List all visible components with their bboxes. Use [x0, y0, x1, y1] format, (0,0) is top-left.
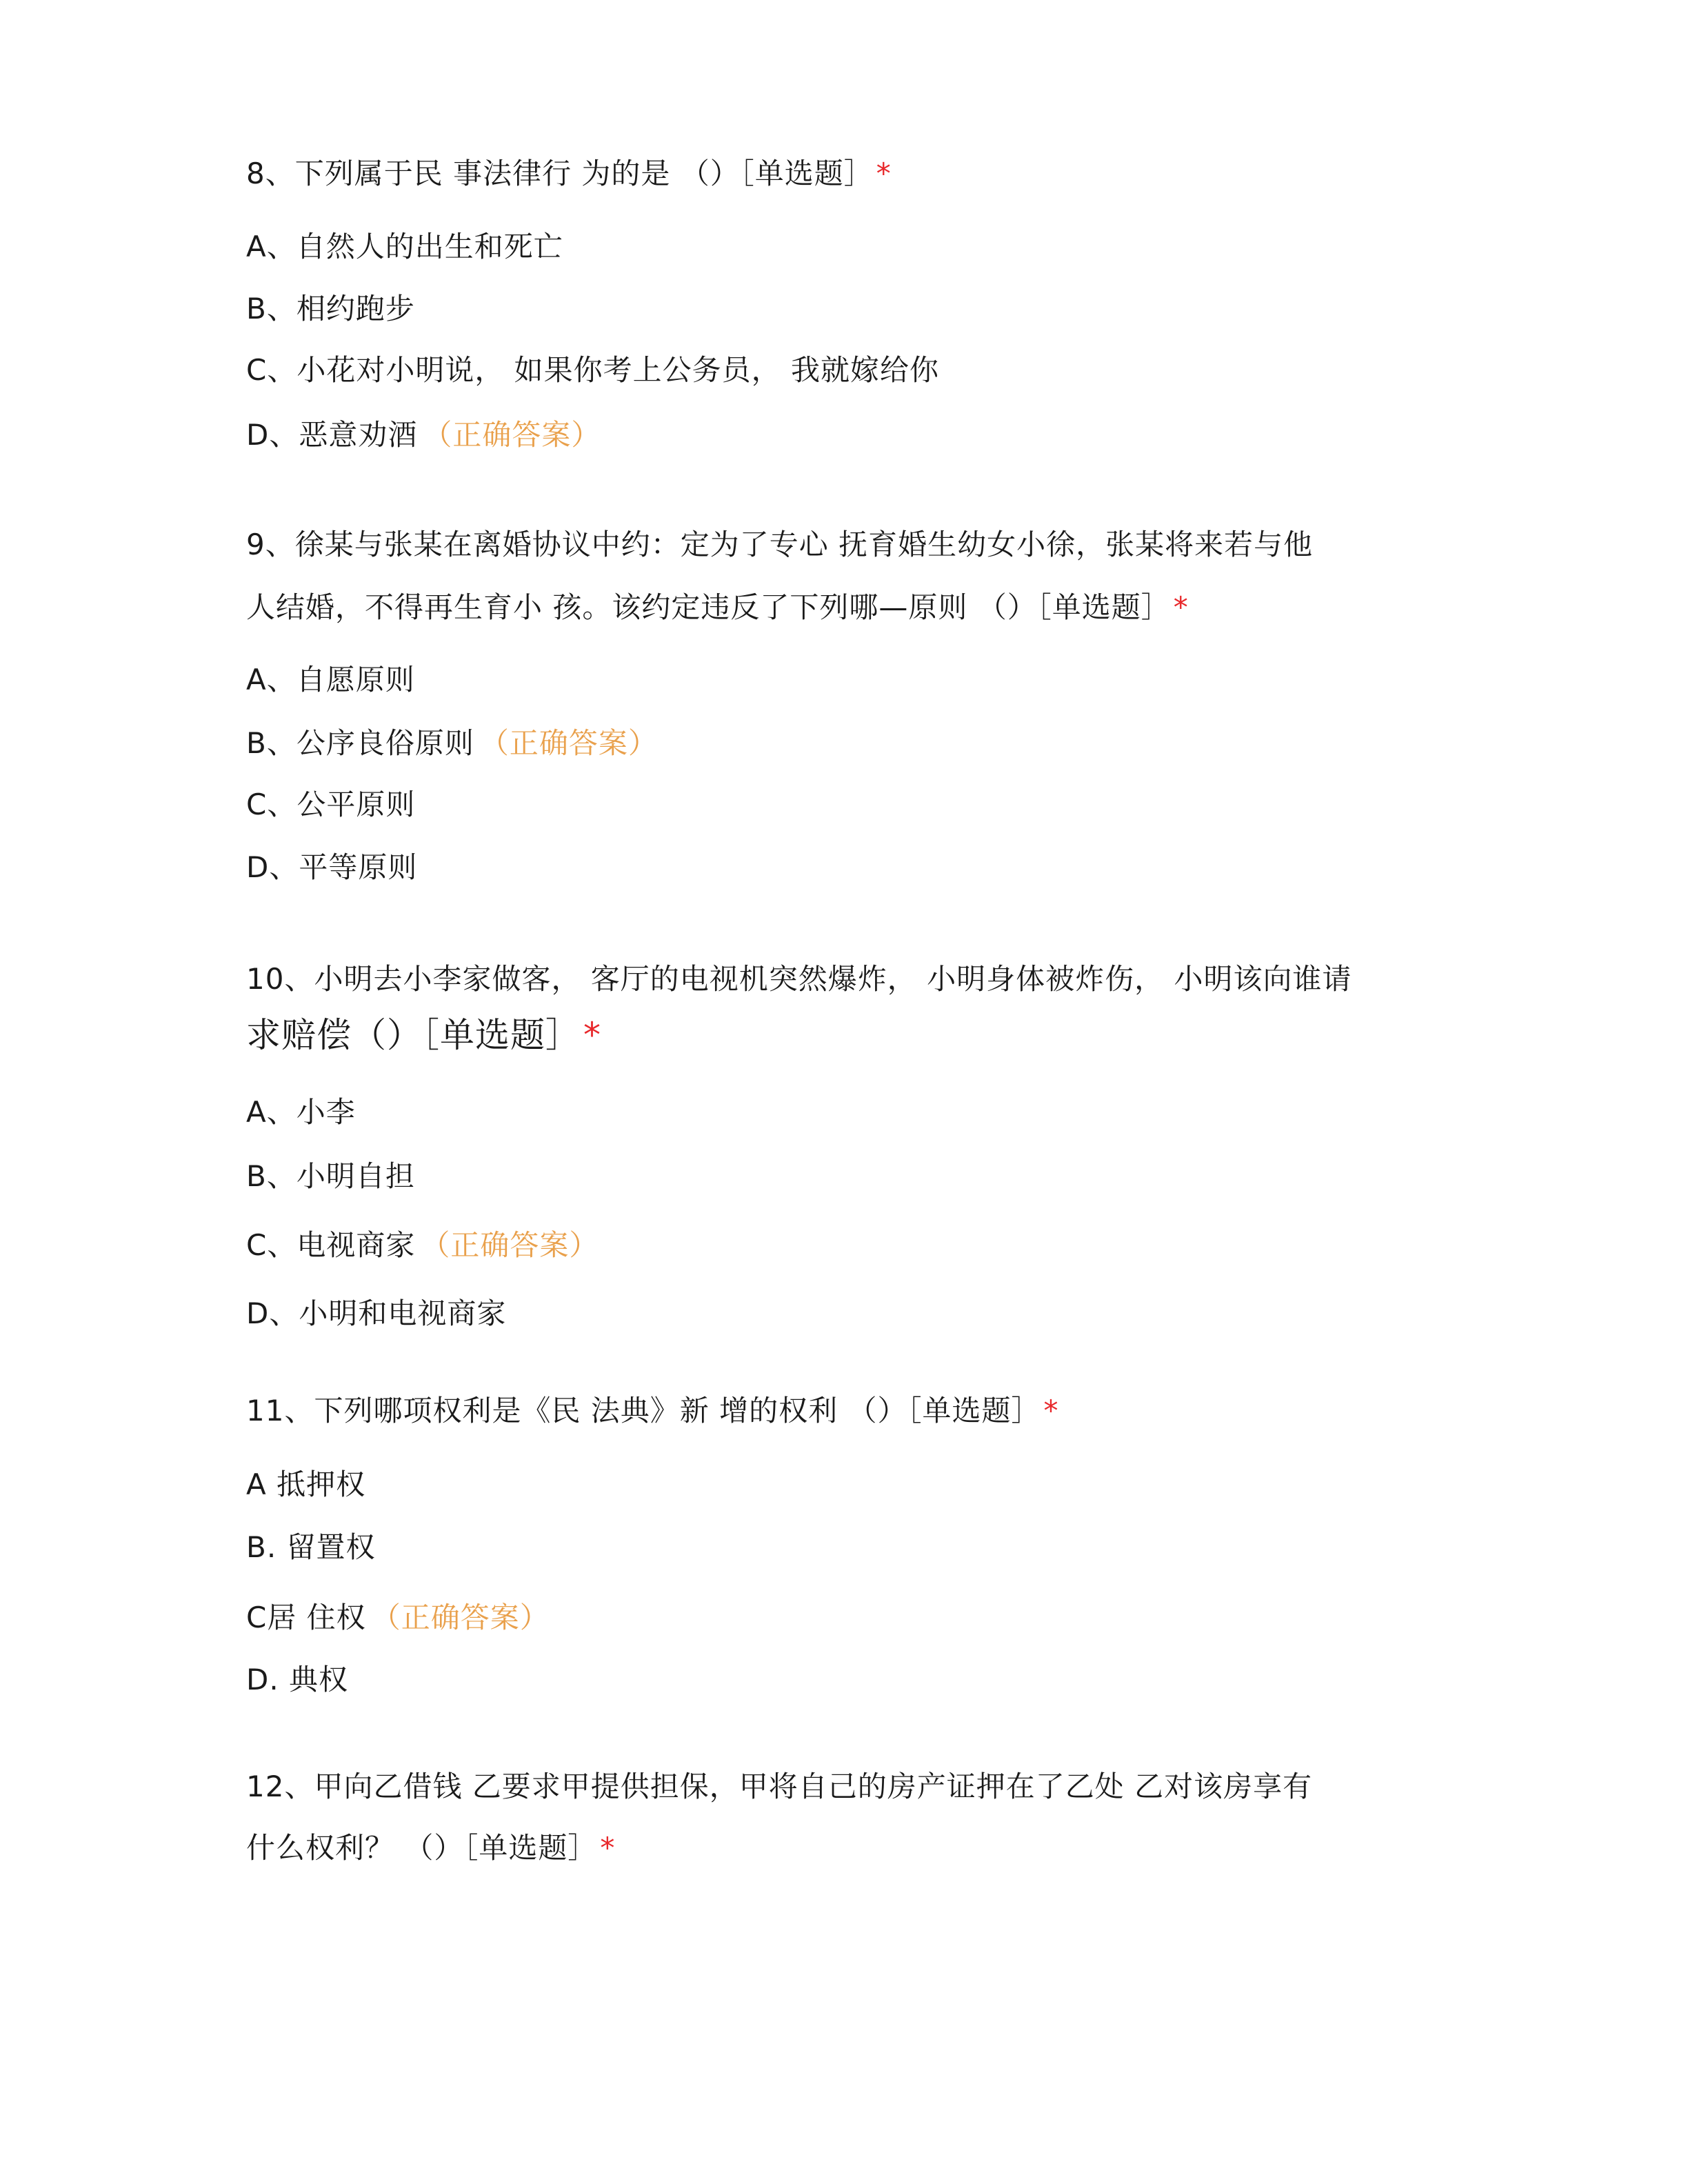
question-11-option-d: D. 典权	[246, 1663, 349, 1696]
required-star: *	[600, 1831, 616, 1865]
correct-answer-label: （正确答案）	[423, 418, 601, 452]
question-8-option-d: D、恶意劝酒 （正确答案）	[246, 418, 601, 452]
question-text: 12、甲向乙借钱 乙要求甲提供担保，甲将自己的房产证押在了乙处 乙对该房享有	[246, 1770, 1313, 1803]
question-12-title-line-2	[246, 1829, 615, 1867]
question-text: 什么权利？ （）［单选题］	[246, 1831, 598, 1865]
question-10-option-c: C、电视商家 （正确答案）	[246, 1228, 599, 1262]
question-9-option-c: C、公平原则	[246, 788, 416, 821]
question-10-option-a: A、小李	[246, 1095, 356, 1129]
question-text: 10、小明去小李家做客， 客厅的电视机突然爆炸， 小明身体被炸伤， 小明该向谁请	[246, 962, 1352, 996]
question-11-option-a: A 抵押权	[246, 1467, 366, 1501]
question-12-title-line-1	[246, 1767, 1312, 1806]
question-9-title-line-1	[246, 525, 1313, 564]
correct-answer-label: （正确答案）	[371, 1601, 550, 1634]
required-star: *	[1043, 1394, 1059, 1427]
required-star: *	[876, 157, 892, 190]
question-text: 9、徐某与张某在离婚协议中约：定为了专心 抚育婚生幼女小徐，张某将来若与他	[246, 528, 1314, 561]
question-10-title-line-1	[246, 960, 1352, 999]
question-8-option-b: B、相约跑步	[246, 292, 415, 325]
question-11-option-c: C居 住权 （正确答案）	[246, 1601, 550, 1634]
question-8-option-a: A、自然人的出生和死亡	[246, 230, 563, 263]
correct-answer-label: （正确答案）	[421, 1228, 599, 1262]
required-star: *	[1173, 590, 1189, 624]
question-11-title	[246, 1392, 1059, 1430]
question-11-option-b: B. 留置权	[246, 1530, 376, 1564]
question-text: 8、下列属于民 事法律行 为的是 （）［单选题］	[246, 157, 874, 190]
question-9-option-d: D、平等原则	[246, 850, 418, 884]
question-10-title-line-2	[246, 1016, 601, 1054]
correct-answer-label: （正确答案）	[479, 726, 658, 760]
question-9-title-line-2	[246, 588, 1189, 627]
question-text: 求赔偿（）［单选题］	[246, 1015, 581, 1055]
question-text: 人结婚，不得再生育小 孩。该约定违反了下列哪—原则 （）［单选题］	[246, 590, 1171, 624]
question-8-title	[246, 154, 892, 193]
question-9-option-b: B、公序良俗原则 （正确答案）	[246, 726, 658, 760]
required-star: *	[583, 1015, 601, 1055]
question-text: 11、下列哪项权利是《民 法典》新 增的权利 （）［单选题］	[246, 1394, 1041, 1427]
question-9-option-a: A、自愿原则	[246, 663, 415, 697]
question-10-option-b: B、小明自担	[246, 1159, 415, 1193]
question-8-option-c: C、小花对小明说， 如果你考上公务员， 我就嫁给你	[246, 353, 940, 387]
question-10-option-d: D、小明和电视商家	[246, 1296, 507, 1330]
